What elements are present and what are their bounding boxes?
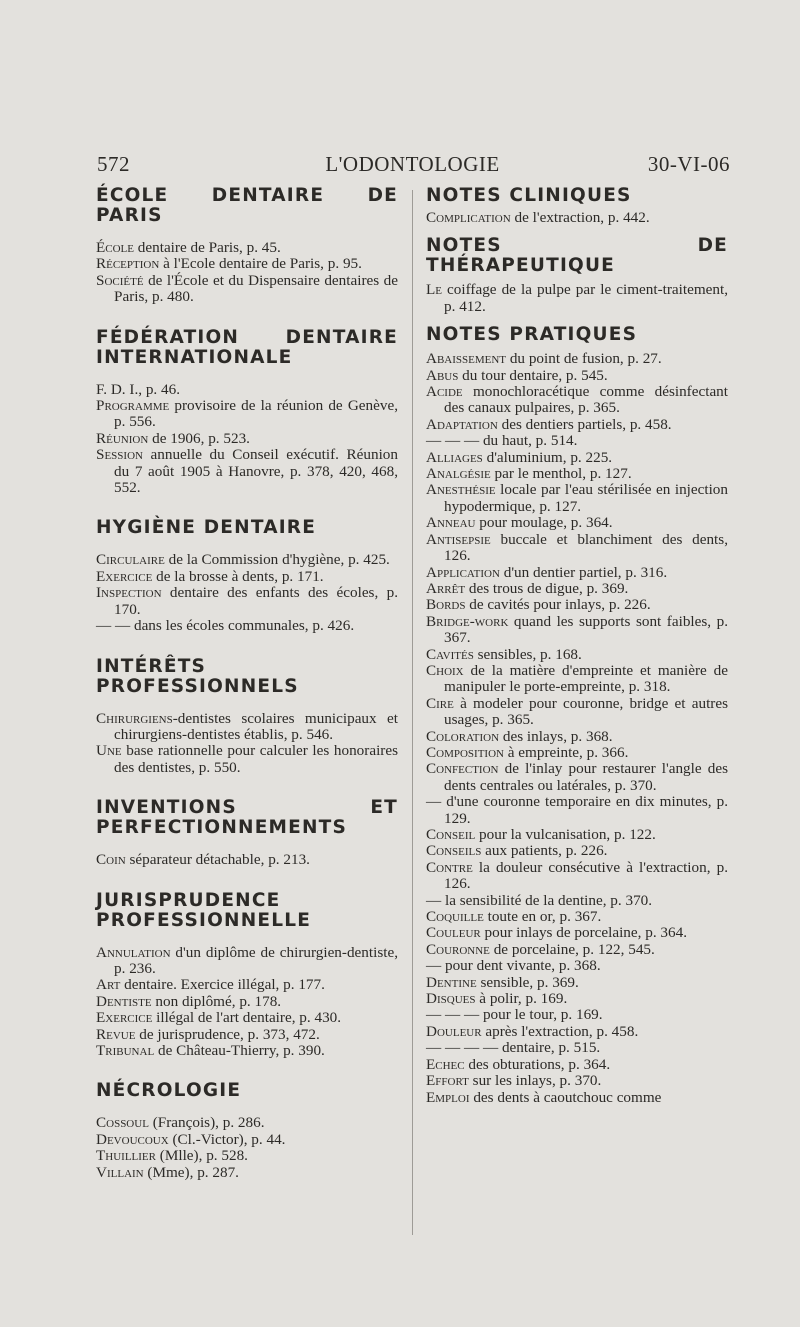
section-federation-dentaire-internationale: [96, 328, 398, 497]
section-notes-de-therapeutique: [426, 236, 728, 315]
entry-text: la douleur consécutive à l'extraction, p. 126.: [444, 858, 728, 893]
right-column: [426, 186, 728, 1106]
section-heading: NOTES PRATIQUES: [426, 324, 638, 346]
index-entry: [96, 994, 398, 1010]
index-entry: [96, 852, 398, 868]
index-entry: [426, 515, 728, 531]
index-entry: [426, 565, 728, 581]
entry-text: non diplômé, p. 178.: [151, 992, 282, 1010]
index-entry: [96, 447, 398, 496]
entry-keyword: Complication: [426, 209, 511, 226]
entry-text: — — — — dentaire, p. 515.: [426, 1039, 601, 1057]
entry-keyword: Analgésie: [426, 465, 491, 483]
entry-keyword: Villain: [96, 1163, 144, 1181]
index-entry: [96, 977, 398, 993]
entry-text: de la matière d'empreinte et manière de manipuler le porte-empreinte, p. 318.: [444, 661, 728, 696]
entry-keyword: Cossoul: [96, 1114, 149, 1132]
index-entry: [426, 1040, 728, 1056]
index-entry: [426, 843, 728, 859]
index-entry: [96, 382, 398, 398]
index-entry: [426, 1090, 728, 1106]
entry-text: par le menthol, p. 127.: [490, 465, 632, 483]
entry-text: de Château-Thierry, p. 390.: [154, 1041, 325, 1059]
entry-text: de 1906, p. 523.: [148, 429, 250, 447]
entry-keyword: Dentiste: [96, 992, 152, 1010]
entry-text: après l'extraction, p. 458.: [481, 1022, 639, 1040]
index-entry: [426, 745, 728, 761]
section-heading: ÉCOLE DENTAIRE DE PARIS: [96, 185, 398, 226]
section-heading: NOTES DE THÉRAPEUTIQUE: [426, 235, 728, 277]
entry-text: coiffage de la pulpe par le ciment-traitement, p. 412.: [442, 281, 728, 315]
entry-keyword: Abaissement: [426, 350, 507, 368]
index-entry: [96, 743, 398, 776]
entry-keyword: Emploi: [426, 1088, 470, 1106]
entry-keyword: Conseils: [426, 842, 482, 860]
index-entry: [426, 942, 728, 958]
index-entry: [426, 1073, 728, 1089]
entry-keyword: Douleur: [426, 1022, 482, 1040]
entry-text: des inlays, p. 368.: [499, 727, 613, 745]
entry-text: — — — du haut, p. 514.: [426, 432, 578, 450]
entry-keyword: Contre: [426, 858, 473, 876]
index-entry: [426, 975, 728, 991]
entry-keyword: Programme: [96, 397, 170, 415]
index-entry: [426, 794, 728, 827]
entry-text: dentaire des enfants des écoles, p. 170.: [114, 584, 398, 618]
journal-title: L'ODONTOLOGIE: [325, 152, 500, 176]
entry-text: dentaire. Exercice illégal, p. 177.: [120, 976, 325, 994]
section-heading: NOTES CLINIQUES: [426, 185, 632, 206]
entry-keyword: Disques: [426, 990, 476, 1008]
index-entry: [426, 647, 728, 663]
entry-keyword: Bridge-work: [426, 612, 509, 630]
index-entry: [96, 585, 398, 618]
index-entry: [96, 1043, 398, 1059]
entry-text: aux patients, p. 226.: [481, 842, 608, 860]
index-entry: [426, 663, 728, 696]
entry-text: de l'École et du Dispensaire dentaires de Paris, p. 480.: [114, 271, 398, 306]
entry-text: de porcelaine, p. 122, 545.: [489, 940, 655, 958]
index-entry: [96, 431, 398, 447]
entry-text: (Mme), p. 287.: [143, 1163, 239, 1181]
page-number: 572: [97, 152, 130, 176]
entry-text: à polir, p. 169.: [475, 990, 568, 1008]
entry-keyword: Couronne: [426, 940, 490, 958]
entry-keyword: Effort: [426, 1072, 469, 1090]
entry-text: illégal de l'art dentaire, p. 430.: [152, 1009, 342, 1027]
entry-text: monochloracétique comme désinfectant des canaux pulpaires, p. 365.: [444, 383, 728, 417]
entry-text: de la Commission d'hygiène, p. 425.: [164, 551, 390, 569]
section-heading: NÉCROLOGIE: [96, 1080, 242, 1102]
entry-keyword: Devoucoux: [96, 1130, 169, 1148]
entry-text: de la brosse à dents, p. 171.: [152, 567, 324, 585]
index-entry: [426, 417, 728, 433]
index-entry: [96, 945, 398, 978]
entry-text: — pour dent vivante, p. 368.: [426, 957, 601, 975]
entry-text: — d'une couronne temporaire en dix minutes, p. 129.: [426, 793, 728, 827]
entry-text: buccale et blanchiment des dents, 126.: [444, 530, 728, 565]
index-entry: [426, 282, 728, 315]
index-entry: [426, 384, 728, 417]
entry-text: séparateur détachable, p. 213.: [125, 851, 310, 869]
entry-keyword: Acide: [426, 383, 463, 401]
entry-keyword: Alliages: [426, 448, 483, 466]
index-entry: [426, 450, 728, 466]
entry-text: à empreinte, p. 366.: [503, 743, 629, 761]
entry-text: (Cl.-Victor), p. 44.: [168, 1130, 286, 1148]
index-entry: [96, 1165, 398, 1181]
index-entry: [96, 1132, 398, 1148]
section-notes-cliniques: [426, 186, 728, 226]
index-entry: [426, 351, 728, 367]
entry-keyword: Circulaire: [96, 551, 165, 569]
left-column: [96, 186, 398, 1181]
entry-text: — — dans les écoles communales, p. 426.: [96, 617, 355, 635]
entry-text: sur les inlays, p. 370.: [468, 1072, 602, 1090]
entry-keyword: Conseil: [426, 826, 476, 843]
entry-text: à l'Ecole dentaire de Paris, p. 95.: [159, 255, 362, 273]
entry-text: (Mlle), p. 528.: [156, 1147, 248, 1165]
entry-text: annuelle du Conseil exécutif. Réunion du 7 août 1905 à Hanovre, p. 378, 420, 468, 552.: [114, 446, 398, 497]
entry-text: du tour dentaire, p. 545.: [458, 366, 608, 384]
entry-keyword: Session: [96, 446, 143, 464]
index-entry: [426, 466, 728, 482]
section-inventions-et-perfectionnements: [96, 798, 398, 868]
index-entry: [426, 827, 728, 843]
index-entry: [426, 1024, 728, 1040]
entry-text: — la sensibilité de la dentine, p. 370.: [426, 891, 653, 909]
entry-keyword: Art: [96, 976, 121, 994]
entry-keyword: Coloration: [426, 727, 500, 745]
entry-keyword: Réunion: [96, 429, 149, 447]
entry-keyword: École: [96, 239, 134, 256]
running-header: [95, 152, 730, 178]
entry-keyword: Cavités: [426, 645, 474, 663]
entry-keyword: Echec: [426, 1055, 465, 1073]
entry-keyword: Thuillier: [96, 1147, 156, 1165]
entry-keyword: Composition: [426, 743, 504, 761]
entry-keyword: Anesthésie: [426, 481, 496, 499]
entry-text: sensible, p. 369.: [476, 973, 579, 991]
entry-keyword: Exercice: [96, 567, 153, 585]
entry-text: (François), p. 286.: [148, 1114, 265, 1132]
entry-keyword: Coin: [96, 851, 126, 869]
entry-text: d'aluminium, p. 225.: [482, 448, 613, 466]
issue-date: 30-VI-06: [647, 152, 730, 176]
index-entry: [426, 925, 728, 941]
index-entry: [426, 958, 728, 974]
entry-keyword: Revue: [96, 1025, 136, 1043]
entry-keyword: Le: [426, 281, 442, 299]
index-entry: [96, 552, 398, 568]
section-necrologie: [96, 1081, 398, 1181]
index-entry: [426, 581, 728, 597]
section-heading: INTÉRÊTS PROFESSIONNELS: [96, 655, 299, 697]
entry-text: de l'extraction, p. 442.: [510, 209, 650, 226]
entry-text: d'un dentier partiel, p. 316.: [499, 563, 668, 581]
entry-text: des trous de digue, p. 369.: [465, 579, 629, 597]
entry-keyword: Coquille: [426, 908, 484, 926]
index-entry: [426, 1057, 728, 1073]
entry-keyword: Réception: [96, 255, 160, 273]
entry-text: de jurisprudence, p. 373, 472.: [135, 1025, 320, 1043]
entry-keyword: Choix: [426, 661, 464, 679]
index-entry: [426, 909, 728, 925]
entry-text: du point de fusion, p. 27.: [506, 350, 662, 368]
index-entry: [426, 433, 728, 449]
entry-keyword: Cire: [426, 694, 454, 712]
entry-keyword: Une: [96, 742, 122, 760]
entry-text: de l'inlay pour restaurer l'angle des dents centrales ou latérales, p. 370.: [444, 760, 728, 794]
index-entry: [96, 273, 398, 306]
index-entry: [96, 1027, 398, 1043]
index-entry: [426, 696, 728, 729]
entry-keyword: Antisepsie: [426, 530, 491, 548]
entry-keyword: Exercice: [96, 1009, 153, 1027]
entry-keyword: Confection: [426, 760, 499, 778]
section-heading: INVENTIONS ET PERFECTIONNEMENTS: [96, 797, 398, 839]
index-entry: [426, 597, 728, 613]
entry-text: pour moulage, p. 364.: [475, 514, 613, 532]
entry-keyword: Couleur: [426, 924, 481, 942]
index-entry: [426, 482, 728, 515]
index-entry: [96, 240, 398, 256]
entry-text: des obturations, p. 364.: [464, 1055, 611, 1073]
entry-keyword: Bords: [426, 596, 466, 614]
entry-keyword: Annulation: [96, 943, 171, 961]
index-entry: [426, 893, 728, 909]
section-heading: JURISPRUDENCE PROFESSIONNELLE: [96, 889, 312, 931]
index-entry: [96, 711, 398, 744]
index-entry: [426, 614, 728, 647]
section-notes-pratiques: [426, 325, 728, 1106]
section-heading: FÉDÉRATION DENTAIRE INTERNATIONALE: [96, 326, 398, 368]
entry-text: — — — pour le tour, p. 169.: [426, 1006, 603, 1024]
entry-text: quand les supports sont faibles, p. 367.: [444, 612, 728, 647]
entry-keyword: Arrêt: [426, 579, 466, 597]
entry-text: sensibles, p. 168.: [473, 645, 582, 663]
index-entry: [426, 1007, 728, 1023]
index-entry: [426, 860, 728, 893]
entry-keyword: Adaptation: [426, 415, 498, 433]
index-entry: [96, 1010, 398, 1026]
section-jurisprudence-professionnelle: [96, 891, 398, 1060]
entry-text: de cavités pour inlays, p. 226.: [465, 596, 651, 614]
entry-text: locale par l'eau stérilisée en injection hypodermique, p. 127.: [444, 481, 728, 515]
entry-text: dentaire de Paris, p. 45.: [134, 239, 281, 256]
entry-text: toute en or, p. 367.: [483, 908, 602, 926]
index-entry: [426, 532, 728, 565]
index-entry: [426, 991, 728, 1007]
entry-text: des dentiers partiels, p. 458.: [497, 415, 672, 433]
entry-keyword: Dentine: [426, 973, 477, 991]
entry-keyword: Abus: [426, 366, 459, 384]
entry-text: F. D. I., p. 46.: [96, 380, 181, 398]
index-entry: [426, 761, 728, 794]
section-interets-professionnels: [96, 657, 398, 777]
entry-keyword: Application: [426, 563, 500, 581]
index-entry: [96, 398, 398, 431]
section-ecole-dentaire-de-paris: [96, 186, 398, 306]
entry-text: d'un diplôme de chirurgien-dentiste, p. 236.: [114, 943, 398, 977]
index-entry: [96, 1115, 398, 1131]
entry-text: pour la vulcanisation, p. 122.: [475, 826, 656, 843]
entry-keyword: Société: [96, 271, 144, 289]
column-divider: [412, 190, 413, 1235]
index-entry: [96, 1148, 398, 1164]
entry-keyword: Anneau: [426, 514, 476, 532]
index-entry: [96, 569, 398, 585]
entry-text: à modeler pour couronne, bridge et autres usages, p. 365.: [444, 694, 728, 729]
index-entry: [96, 256, 398, 272]
entry-text: -dentistes scolaires municipaux et chirurgiens-dentistes établis, p. 546.: [114, 709, 398, 743]
section-heading: HYGIÈNE DENTAIRE: [96, 517, 317, 539]
entry-keyword: Tribunal: [96, 1041, 155, 1059]
index-entry: [426, 729, 728, 745]
index-entry: [426, 368, 728, 384]
entry-keyword: Chirurgiens: [96, 709, 173, 727]
entry-text: base rationnelle pour calculer les honoraires des dentistes, p. 550.: [114, 742, 398, 776]
entry-keyword: Inspection: [96, 584, 162, 602]
index-entry: [426, 210, 728, 226]
entry-text: provisoire de la réunion de Genève, p. 556.: [114, 397, 398, 431]
entry-text: des dents à caoutchouc comme: [469, 1088, 662, 1106]
section-hygiene-dentaire: [96, 518, 398, 634]
entry-text: pour inlays de porcelaine, p. 364.: [480, 924, 687, 942]
index-entry: [96, 618, 398, 634]
